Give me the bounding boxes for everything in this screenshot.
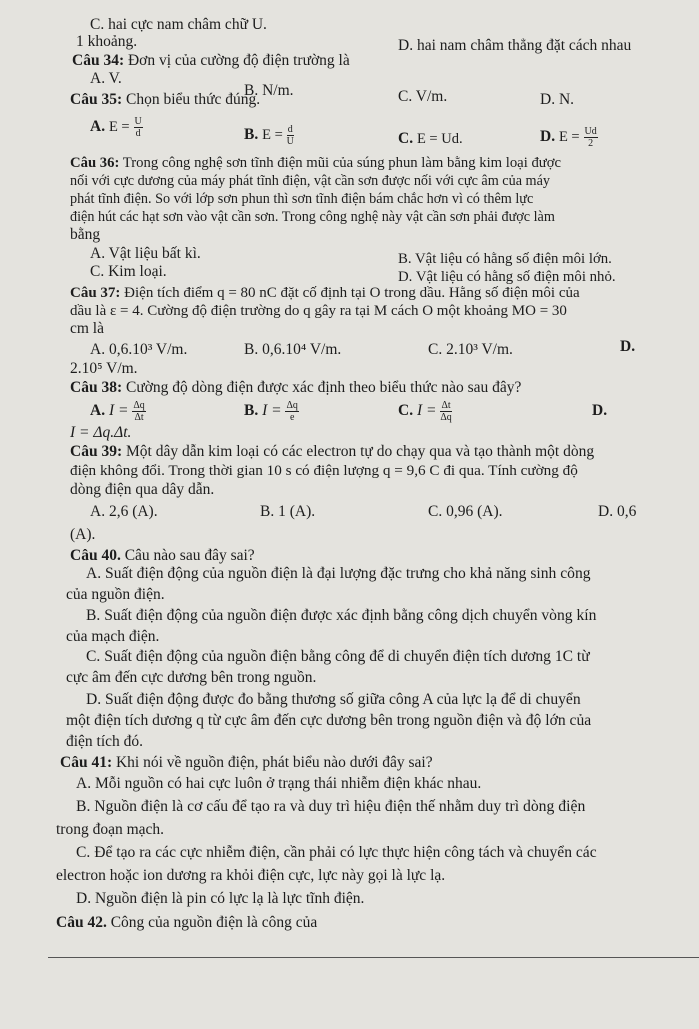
q35-b-fraction [287,124,294,147]
q40-option-a: A. Suất điện động của nguồn điện là đại lượng đặc trưng cho khả năng sinh công [86,565,591,582]
q38-a-fraction [132,400,145,423]
q35-b-lhs: E = [262,127,283,144]
question-37-line3: cm là [70,320,104,337]
q37-option-d-value: 2.10⁵ V/m. [70,360,138,377]
question-34-text: Đơn vị của cường độ điện trường là [127,52,350,69]
question-40-text: Câu nào sau đây sai? [124,547,255,564]
q41-option-b-cont: trong đoạn mạch. [56,821,165,838]
q38-option-c [398,400,452,423]
option-prev-cont: 1 khoảng. [76,33,138,50]
q38-b-num: Δq [286,400,298,411]
q38-c-den: Δq [440,412,452,423]
q34-option-a: A. V. [90,70,122,87]
q39-option-d: D. 0,6 [598,503,637,520]
q34-option-c: C. V/m. [398,88,448,105]
q38-a-letter: A. [90,402,106,420]
q40-option-a-cont: của nguồn điện. [66,586,165,603]
q38-option-a [90,400,146,423]
q35-b-den: U [286,136,294,147]
option-c-prev: C. hai cực nam châm chữ U. [90,16,267,33]
question-38 [70,379,521,397]
question-36-line1: Trong công nghệ sơn tĩnh điện mũi của súng phun làm bằng kim loại được [122,155,562,171]
q41-option-a: A. Mỗi nguồn có hai cực luôn ở trạng thái nhiễm điện khác nhau. [76,775,482,792]
q40-option-d-cont1: một điện tích dương q từ cực âm đến cực dương bên trong nguồn điện và độ lớn của [66,712,592,729]
q37-option-d: D. [620,338,636,355]
q35-d-letter: D. [540,128,556,146]
q41-option-c: C. Để tạo ra các cực nhiễm điện, cần phải có lực thực hiện công tách và chuyển các [76,844,597,861]
q40-option-d-cont2: điện tích đó. [66,733,144,750]
question-35 [70,91,260,109]
question-38-label: Câu 38: [70,379,123,396]
question-39-line3: dòng điện qua dây dẫn. [70,481,215,498]
question-42-label: Câu 42. [56,914,107,931]
q41-option-d: D. Nguồn điện là pin có lực lạ là lực tĩnh điện. [76,890,365,907]
question-34-label: Câu 34: [72,52,125,69]
q40-option-b: B. Suất điện động của nguồn điện được xác định bằng công dịch chuyển vòng kín [86,607,597,624]
q38-b-letter: B. [244,402,259,420]
question-39-line1: Một dây dẫn kim loại có các electron tự do chạy qua và tạo thành một dòng [125,443,595,460]
q38-c-fraction [440,400,451,423]
question-38-text: Cường độ dòng điện được xác định theo biểu thức nào sau đây? [125,379,522,396]
q38-b-fraction [285,400,298,423]
q35-a-den: d [135,128,141,139]
q40-option-c-cont: cực âm đến cực dương bên trong nguồn. [66,669,317,686]
q40-option-d: D. Suất điện động được đo bằng thương số giữa công A của lực lạ để di chuyển [86,691,581,708]
q35-d-num: Ud [584,126,597,137]
q39-option-d-value: (A). [70,526,96,543]
q38-b-lhs: I = [262,402,282,420]
q38-c-num: Δt [441,400,451,411]
question-40-label: Câu 40. [70,547,121,564]
question-35-label: Câu 35: [70,91,123,108]
question-37-label: Câu 37: [70,285,121,301]
q35-a-lhs: E = [108,119,130,136]
q37-option-a: A. 0,6.10³ V/m. [90,341,188,358]
q35-a-letter: A. [90,118,106,136]
question-36-line5: bằng [70,226,101,243]
answer-line [48,957,699,958]
q38-a-num: Δq [133,400,145,411]
q36-option-a: A. Vật liệu bất kì. [90,245,201,262]
question-36-line3: phát tĩnh điện. So với lớp sơn phun thì sơn tĩnh điện bám chắc hơn vì có thêm lực [70,191,534,207]
q39-option-c: C. 0,96 (A). [428,503,503,520]
question-36-label: Câu 36: [70,155,120,171]
question-39-label: Câu 39: [70,443,123,460]
question-37 [70,284,580,302]
q38-c-letter: C. [398,402,414,420]
q36-option-d: D. Vật liệu có hằng số điện môi nhỏ. [398,269,616,285]
q38-b-den: e [289,412,295,423]
q34-option-d: D. N. [540,91,575,108]
question-41 [60,754,433,772]
q35-d-fraction [584,126,598,149]
q35-c-letter: C. [398,130,414,147]
question-39 [70,443,594,461]
q41-option-b: B. Nguồn điện là cơ cấu để tạo ra và duy trì hiệu điện thế nhằm duy trì dòng điện [76,798,586,815]
question-36-line4: điện hút các hạt sơn vào vật cần sơn. Trong công nghệ này vật cần sơn phải được làm [70,209,555,225]
q34-option-b: B. N/m. [244,82,294,99]
option-d-prev: D. hai nam châm thẳng đặt cách nhau [398,37,632,54]
q39-option-a: A. 2,6 (A). [90,503,158,520]
q37-option-b: B. 0,6.10⁴ V/m. [244,341,342,358]
q35-c-expr: E = Ud. [416,131,463,147]
question-41-text: Khi nói về nguồn điện, phát biểu nào dưới đây sai? [115,754,433,771]
question-35-text: Chọn biểu thức đúng. [125,91,261,108]
q35-b-num: d [287,124,293,135]
q40-option-c: C. Suất điện động của nguồn điện bằng công để di chuyển điện tích dương 1C từ [86,648,590,665]
q40-option-b-cont: của mạch điện. [66,628,160,645]
q35-option-d [540,126,598,149]
q38-option-d-value: I = Δq.Δt. [70,424,132,441]
q38-a-den: Δt [134,412,144,423]
question-36-line2: nối với cực dương của máy phát tĩnh điện, vật cần sơn được nối với cực âm của máy [70,173,550,189]
question-42-text: Công của nguồn điện là công của [110,914,318,931]
q38-option-d: D. [592,402,608,419]
q35-d-den: 2 [588,138,594,149]
q35-d-lhs: E = [558,129,580,146]
q35-a-fraction [134,116,143,139]
q39-option-b: B. 1 (A). [260,503,316,520]
q41-option-c-cont: electron hoặc ion dương ra khỏi điện cực, lực này gọi là lực lạ. [56,867,446,884]
question-34 [72,52,350,70]
q35-option-c [398,130,463,148]
question-41-label: Câu 41: [60,754,113,771]
question-37-line2: dầu là ε = 4. Cường độ điện trường do q gây ra tại M cách O một khoảng MO = 30 [70,303,567,319]
q36-option-b: B. Vật liệu có hằng số điện môi lớn. [398,251,612,267]
question-36 [70,154,561,172]
q38-option-b [244,400,299,423]
q38-a-lhs: I = [108,402,129,420]
q35-a-num: U [134,116,142,127]
q38-c-lhs: I = [416,402,437,420]
q35-option-a [90,116,143,139]
question-37-line1: Điện tích điểm q = 80 nC đặt cố định tại O trong dầu. Hằng số điện môi của [124,285,580,301]
q36-option-c: C. Kim loại. [90,263,167,280]
q35-b-letter: B. [244,126,259,144]
q37-option-c: C. 2.10³ V/m. [428,341,513,358]
question-42 [56,914,317,932]
q35-option-b [244,124,294,147]
question-40 [70,547,255,565]
question-39-line2: điện không đổi. Trong thời gian 10 s có điện lượng q = 9,6 C đi qua. Tính cường độ [70,462,578,479]
